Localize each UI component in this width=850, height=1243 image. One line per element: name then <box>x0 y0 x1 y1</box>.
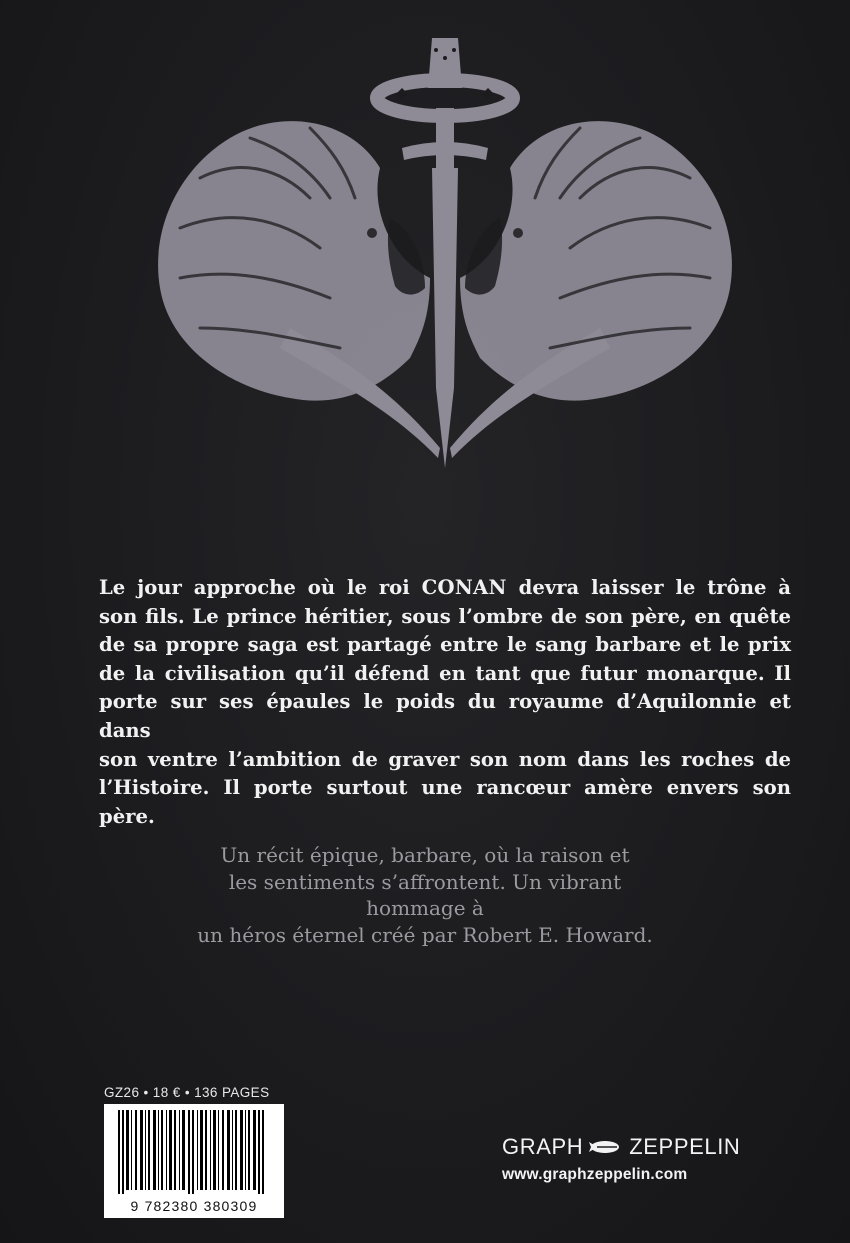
barcode <box>104 1104 284 1218</box>
synopsis <box>99 574 791 831</box>
lions-sword-crown-emblem <box>140 28 750 478</box>
synopsis-line-6: son ventre l’ambition de graver son nom dans les roches de <box>99 747 791 771</box>
synopsis-row <box>99 603 791 632</box>
publisher-name <box>502 1134 782 1160</box>
tagline <box>180 842 670 948</box>
synopsis-line-7: l’Histoire. Il porte surtout une rancœur amère envers son père. <box>99 776 791 828</box>
synopsis-row <box>99 774 791 831</box>
tagline-line-2: les sentiments s’affrontent. Un vibrant hommage à <box>228 869 622 920</box>
synopsis-line-4: de la civilisation qu’il défend en tant que futur monarque. Il <box>99 661 791 685</box>
barcode-bars <box>114 1110 274 1194</box>
isbn-digits: 9 782380 380309 <box>130 1198 258 1214</box>
hero-name: CONAN <box>421 576 507 599</box>
synopsis-line-5: porte sur ses épaules le poids du royaume d’Aquilonnie et dans <box>99 690 791 742</box>
synopsis-row <box>99 746 791 775</box>
synopsis-line-3: de sa propre saga est partagé entre le sang barbare et le prix <box>99 633 791 657</box>
synopsis-row <box>99 660 791 689</box>
synopsis-line-2: son fils. Le prince héritier, sous l’ombre de son père, en quête <box>99 604 791 628</box>
product-info: GZ26 • 18 € • 136 PAGES <box>104 1085 270 1100</box>
synopsis-row <box>99 631 791 660</box>
synopsis-row <box>99 574 791 603</box>
publisher-url[interactable]: www.graphzeppelin.com <box>502 1166 688 1183</box>
publisher-block <box>502 1134 782 1184</box>
zeppelin-icon <box>589 1139 623 1155</box>
publisher-name-left: GRAPH <box>502 1134 584 1159</box>
publisher-name-right: ZEPPELIN <box>629 1134 741 1159</box>
synopsis-row <box>99 688 791 745</box>
tagline-line-3: un héros éternel créé par Robert E. Howard. <box>197 922 653 947</box>
synopsis-line-1a: Le jour approche où le roi <box>99 576 422 599</box>
tagline-line-1: Un récit épique, barbare, où la raison et <box>220 843 630 867</box>
synopsis-line-1b: devra laisser le trône à <box>506 576 792 599</box>
